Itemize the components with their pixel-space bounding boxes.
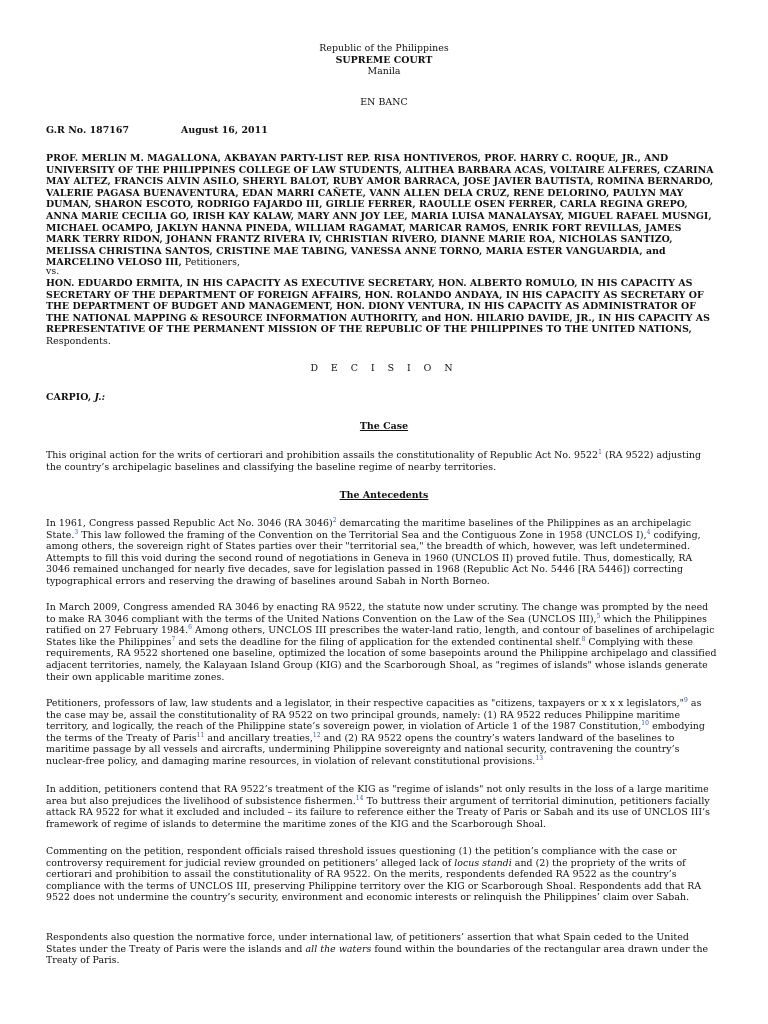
section-heading-the-case: The Case [359, 421, 409, 432]
para-text: embodying the terms of the Treaty of Paris [46, 721, 705, 744]
para-text: Petitioners, professors of law, law students and a legislator, in their respective capacities as "citizens, taxpayers or x x x legislators," [46, 698, 685, 709]
para-text: and ancillary treaties, [204, 732, 313, 744]
para-text: In 1961, Congress passed Republic Act No. 3046 (RA 3046) [46, 518, 333, 529]
ponente-name: CARPIO, [46, 392, 92, 403]
para-text: demarcating the maritime baselines of the Philippines as an archipelagic State. [46, 518, 692, 541]
respondents-block [46, 278, 718, 348]
para-text: In addition, petitioners contend that RA 9522’s treatment of the KIG as "regime of islands" not only results in the loss of a large maritime area but also prejudices the livelihood of subsistence fishermen. [46, 784, 709, 807]
paragraph-3 [46, 698, 718, 768]
paragraph-6 [46, 932, 718, 967]
footnote-ref[interactable]: 3 [74, 528, 79, 536]
versus-label: vs. [46, 266, 60, 277]
para-text: In March 2009, Congress amended RA 3046 by enacting RA 9522, the statute now under scrutiny. The change was prompted by the need to make RA 3046 compliant with the terms of the United Nations Convention on the Law of the Sea (UNCLOS III), [46, 602, 709, 625]
section-heading-antecedents: The Antecedents [339, 490, 429, 501]
petitioners-names: PROF. MERLIN M. MAGALLONA, AKBAYAN PARTY-LIST REP. RISA HONTIVEROS, PROF. HARRY C. ROQUE, JR., AND UNIVERSITY OF THE PHILIPPINES COLLEGE OF LAW STUDENTS, ALITHEA BARBARA ACAS, VOLTAIRE ALFERES, CZARINA MAY ALTEZ, FRANCIS ALVIN ASILO, SHERYL BALOT, RUBY AMOR BARRACA, JOSE JAVIER BAUTISTA, ROMINA BERNARDO, VALERIE PAGASA BUENAVENTURA, EDAN MARRI CAÑETE, VANN ALLEN DELA CRUZ, RENE DELORINO, PAULYN MAY DUMAN, SHARON ESCOTO, RODRIGO FAJARDO III, GIRLIE FERRER, RAOULLE OSEN FERRER, CARLA REGINA GREPO, ANNA MARIE CECILIA GO, IRISH KAY KALAW, MARY ANN JOY LEE, MARIA LUISA MANALAYSAY, MIGUEL RAFAEL MUSNGI, MICHAEL OCAMPO, JAKLYN HANNA PINEDA, WILLIAM RAGAMAT, MARICAR RAMOS, ENRIK FORT REVILLAS, JAMES MARK TERRY RIDON, JOHANN FRANTZ RIVERA IV, CHRISTIAN RIVERO, DIANNE MARIE ROA, NICHOLAS SANTIZO, MELISSA CHRISTINA SANTOS, CRISTINE MAE TABING, VANESSA ANNE TORNO, MARIA ESTER VANGUARDIA, and MARCELINO VELOSO III, [46, 153, 714, 269]
para-text: found within the boundaries of the rectangular area drawn under the Treaty of Paris. [46, 943, 709, 967]
paragraph-4 [46, 784, 718, 830]
para-text: Among others, UNCLOS III prescribes the water-land ratio, length, and contour of baselines of archipelagic States like the Philippines [46, 625, 715, 648]
petitioners-block [46, 153, 718, 269]
court-header [0, 43, 768, 78]
para-text: Complying with these requirements, RA 9522 shortened one baseline, optimized the location of some basepoints around the Philippine archipelago and classified adjacent territories, namely, the Kalayaan Island Group (KIG) and the Scarborough Shoal, as "regimes of islands" whose islands generate their own applicable maritime zones. [46, 636, 717, 683]
case-date: August 16, 2011 [181, 125, 268, 136]
footnote-ref[interactable]: 13 [535, 754, 544, 762]
en-banc-heading: EN BANC [360, 97, 408, 108]
petitioners-role: Petitioners, [181, 257, 240, 269]
para-text: To buttress their argument of territorial diminution, petitioners facially attack RA 9522 for what it excluded and included – its failure to reference either the Treaty of Paris or Sabah and its use of UNCLOS III’s framework of regime of islands to determine the maritime zones of the KIG and the Scarborough Shoal. [46, 795, 710, 830]
para-text: which the Philippines ratified on 27 February 1984. [46, 613, 707, 637]
para-italic-text: locus standi [454, 857, 512, 869]
paragraph-2 [46, 602, 718, 683]
footnote-ref[interactable]: 10 [641, 720, 650, 728]
ponente-title: J.: [91, 392, 106, 403]
footnote-ref[interactable]: 5 [596, 612, 601, 620]
respondents-names: HON. EDUARDO ERMITA, IN HIS CAPACITY AS EXECUTIVE SECRETARY, HON. ALBERTO ROMULO, IN HIS CAPACITY AS SECRETARY OF THE DEPARTMENT OF FOREIGN AFFAIRS, HON. ROLANDO ANDAYA, IN HIS CAPACITY AS SECRETARY OF THE DEPARTMENT OF BUDGET AND MANAGEMENT, HON. DIONY VENTURA, IN HIS CAPACITY AS ADMINISTRATOR OF THE NATIONAL MAPPING & RESOURCE INFORMATION AUTHORITY, and HON. HILARIO DAVIDE, JR., IN HIS CAPACITY AS REPRESENTATIVE OF THE PERMANENT MISSION OF THE REPUBLIC OF THE PHILIPPINES TO THE UNITED NATIONS, [46, 278, 710, 336]
footnote-ref[interactable]: 9 [684, 697, 688, 704]
para-italic-text: all the waters [305, 943, 372, 955]
footnote-ref[interactable]: 2 [332, 517, 337, 524]
footnote-ref[interactable]: 14 [355, 794, 364, 802]
para-text: and (2) RA 9522 opens the country’s waters landward of the baselines to maritime passage by all vessels and aircrafts, undermining Philippine sovereignty and national security, contravening the country’s nuclear-free policy, and damaging marine resources, in violation of relevant constitutional provisions. [46, 732, 680, 767]
para-text: as the case may be, assail the constitutionality of RA 9522 on two principal grounds, namely: (1) RA 9522 reduces Philippine maritime territory, and logically, the reach of the Philippine state’s sovereign power, in violation of Article 1 of the 1987 Constitution, [46, 698, 702, 733]
paragraph-5 [46, 846, 718, 904]
ponente-line [46, 392, 718, 404]
footnote-ref[interactable]: 4 [646, 528, 651, 536]
case-paragraph [46, 450, 718, 473]
republic-line: Republic of the Philippines [319, 43, 449, 54]
footnote-ref[interactable]: 8 [581, 635, 586, 643]
supreme-court-line: SUPREME COURT [335, 54, 433, 66]
gr-number: G.R No. 187167 [46, 125, 130, 136]
footnote-ref[interactable]: 6 [188, 624, 192, 632]
para-text: Respondents also question the normative force, under international law, of petitioners’ assertion that what Spain ceded to the United States under the Treaty of Paris were the islands and [46, 932, 689, 955]
footnote-ref[interactable]: 7 [171, 635, 176, 643]
case-number-line [46, 125, 718, 137]
manila-line: Manila [367, 66, 401, 78]
footnote-ref[interactable]: 12 [312, 731, 321, 739]
para-text: codifying, among others, the sovereign right of States parties over their "territorial sea," the breadth of which, however, was left undetermined. Attempts to fill this void during the second round of negotiations in Geneva in 1960 (UNCLOS II) proved futile. Thus, domestically, RA 3046 remained unchanged for nearly five decades, save for legislation passed in 1968 (Republic Act No. 5446 [RA 5446]) correcting typographical errors and reserving the drawing of baselines around Sabah in North Borneo. [46, 529, 701, 587]
paragraph-1 [46, 518, 718, 588]
decision-heading: D E C I S I O N [310, 363, 458, 374]
para-text: Commenting on the petition, respondent officials raised threshold issues questioning (1) the petition’s compliance with the case or controversy requirement for judicial review grounded on petitioners’ alleged lack of [46, 846, 677, 869]
case-para-text: (RA 9522) adjusting the country’s archipelagic baselines and classifying the baseline regime of nearby territories. [46, 450, 702, 473]
para-text: This law followed the framing of the Convention on the Territorial Sea and the Contiguous Zone in 1958 (UNCLOS I), [78, 529, 647, 541]
footnote-ref[interactable]: 1 [598, 449, 602, 456]
para-text: and sets the deadline for the filing of application for the extended continental shelf. [175, 636, 582, 648]
para-text: and (2) the propriety of the writs of certiorari and prohibition to assail the constitutionality of RA 9522. On the merits, respondents defended RA 9522 as the country’s compliance with the terms of UNCLOS III, preserving Philippine territory over the KIG or Scarborough Shoal. Respondents add that RA 9522 does not undermine the country’s security, environment and economic interests or relinquish the Philippines’ claim over Sabah. [46, 857, 702, 904]
respondents-role: Respondents. [46, 335, 111, 347]
case-para-text: This original action for the writs of certiorari and prohibition assails the constitutionality of Republic Act No. 9522 [46, 450, 599, 461]
footnote-ref[interactable]: 11 [196, 731, 205, 739]
